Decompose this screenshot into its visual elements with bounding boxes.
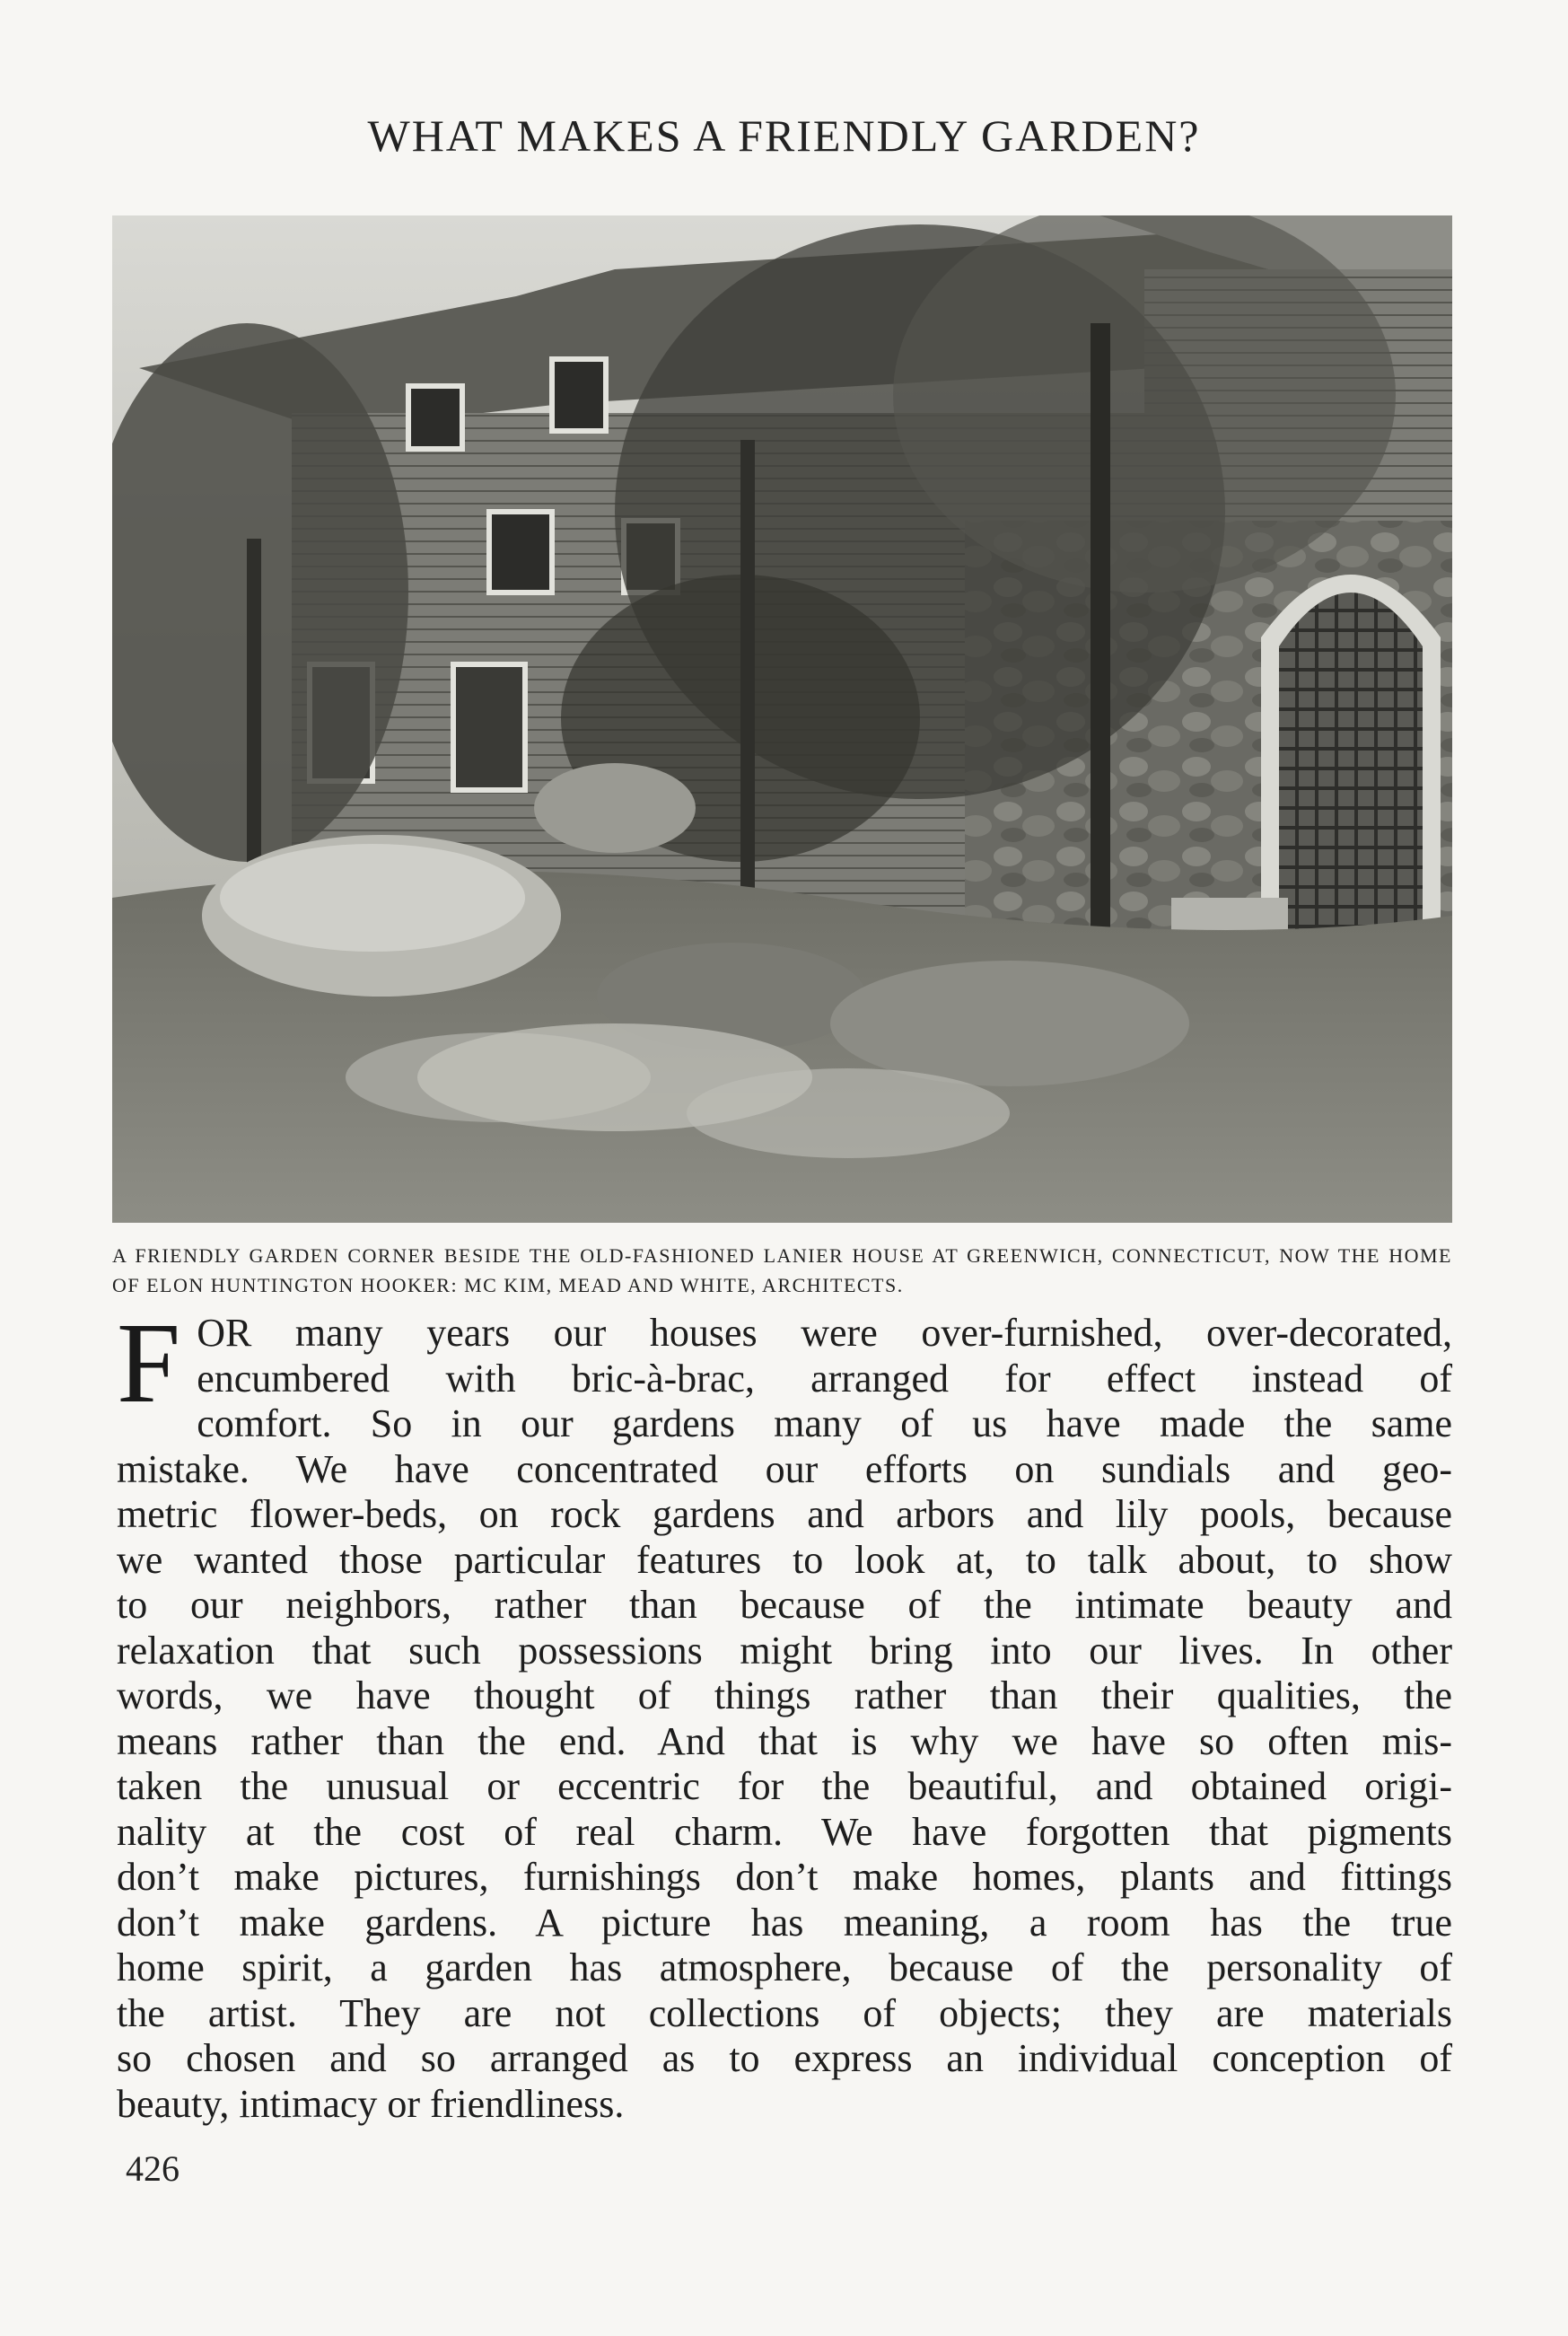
- article-line: comfort. So in our gardens many of us have made the same: [197, 1401, 1452, 1445]
- article-line: means rather than the end. And that is why we have so often mis-: [117, 1718, 1452, 1763]
- article-line: relaxation that such possessions might bring into our lives. In other: [117, 1628, 1452, 1673]
- photo-caption: A FRIENDLY GARDEN CORNER BESIDE THE OLD-FASHIONED LANIER HOUSE AT GREENWICH, CONNECTICUT, NOW THE HOME OF ELON HUNTINGTON HOOKER: MC KIM, MEAD AND WHITE, ARCHITECTS.: [112, 1244, 1452, 1296]
- article-line: to our neighbors, rather than because of the intimate beauty and: [117, 1583, 1452, 1627]
- garden-photograph: [112, 215, 1452, 1223]
- drop-cap: F: [117, 1299, 181, 1427]
- article-line: OR many years our houses were over-furnished, over-decorated,: [197, 1311, 1452, 1355]
- article-line: words, we have thought of things rather than their qualities, the: [117, 1673, 1452, 1717]
- article-line: nality at the cost of real charm. We have forgotten that pigments: [117, 1809, 1452, 1854]
- page-number: 426: [126, 2148, 180, 2189]
- article-line: the artist. They are not collections of objects; they are materials: [117, 1990, 1452, 2035]
- article-line: metric flower-beds, on rock gardens and arbors and lily pools, because: [117, 1492, 1452, 1536]
- article-body: [117, 1299, 1452, 2127]
- article-line: don’t make pictures, furnishings don’t make homes, plants and fittings: [117, 1855, 1452, 1899]
- article-line: don’t make gardens. A picture has meaning, a room has the true: [117, 1900, 1452, 1945]
- article-line: beauty, intimacy or friendliness.: [117, 2081, 625, 2126]
- page-title: WHAT MAKES A FRIENDLY GARDEN?: [367, 110, 1201, 161]
- article-line: encumbered with bric-à-brac, arranged for effect instead of: [197, 1356, 1452, 1401]
- article-line: mistake. We have concentrated our efforts on sundials and geo-: [117, 1446, 1452, 1491]
- article-line: we wanted those particular features to look at, to talk about, to show: [117, 1537, 1452, 1582]
- garden-photo-image: [112, 215, 1452, 1223]
- article-line: home spirit, a garden has atmosphere, because of the personality of: [117, 1945, 1452, 1989]
- article-line: taken the unusual or eccentric for the beautiful, and obtained origi-: [117, 1764, 1452, 1808]
- article-line: so chosen and so arranged as to express an individual conception of: [117, 2036, 1452, 2080]
